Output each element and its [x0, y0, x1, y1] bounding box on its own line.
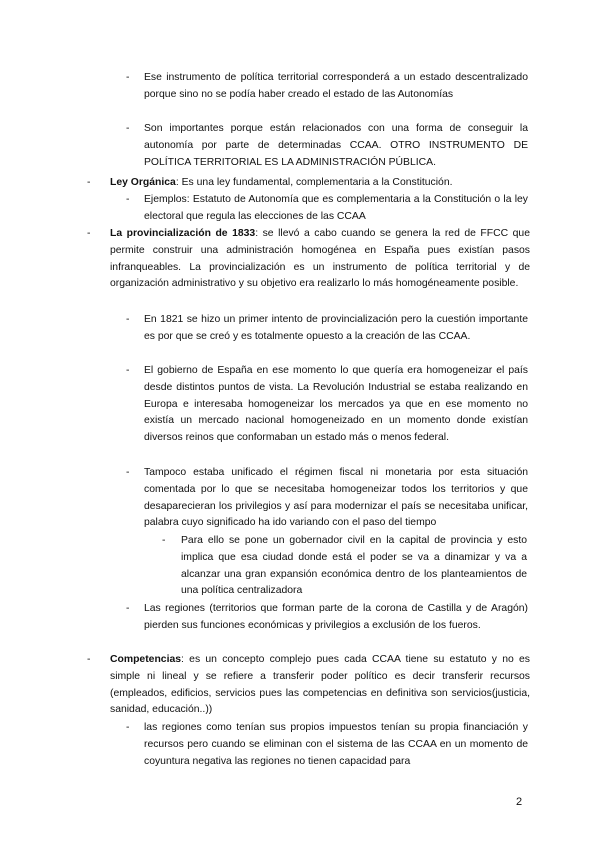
- bullet-text: Tampoco estaba unificado el régimen fiscal ni monetaria por esta situación comentada por lo que se necesitaba homogeneizar todos los territorios y que desaparecieran los privilegios y así para modernizar el país se necesitaba unificar, palabra cuyo significado ha ido variando con el paso del tiempo: [144, 467, 528, 529]
- bullet-provincializacion: [87, 226, 530, 293]
- page-number: 2: [516, 796, 523, 808]
- bullet-term: Competencias: [110, 654, 182, 665]
- bullet-dash: -: [126, 365, 130, 376]
- bullet-text: El gobierno de España en ese momento lo que quería era homogeneizar el país desde distintos puntos de vista. La Revolución Industrial se estaba realizando en Europa e interesaba homogeneizar los mercados ya que en ese momento no existía un mercado nacional homogeneizado en un momento donde existían diversos reinos que conformaban un estado más o menos federal.: [144, 365, 528, 444]
- bullet-regiones-impuestos: [126, 720, 528, 770]
- bullet-text: : se llevó a cabo cuando se genera la red de FFCC que permite construir una administración homogénea en España pues existían pasos infranqueables. La provincialización es un instrumento de política territorial y de organización administrativo y su objetivo era realizarlo lo más homogéneamente posible.: [110, 228, 530, 290]
- bullet-dash: -: [126, 467, 130, 478]
- bullet-regiones-fueros: [126, 601, 528, 635]
- bullet-1821-intento: [126, 312, 528, 346]
- bullet-dash: -: [162, 535, 166, 546]
- bullet-dash: -: [126, 72, 130, 83]
- bullet-text: Para ello se pone un gobernador civil en la capital de provincia y esto implica que esa ciudad donde está el poder se va a dinamizar y va a alcanzar una gran expansión económica dentro de los planteamientos de una política centralizadora: [181, 535, 527, 597]
- bullet-term: Ley Orgánica: [110, 177, 176, 188]
- bullet-dash: -: [87, 177, 91, 188]
- bullet-text: En 1821 se hizo un primer intento de provincialización pero la cuestión importante es por que se creó y es totalmente opuesto a la creación de las CCAA.: [144, 314, 528, 342]
- bullet-dash: -: [126, 194, 130, 205]
- bullet-dash: -: [126, 314, 130, 325]
- bullet-regimen-fiscal: [126, 465, 528, 532]
- bullet-text: Ejemplos: Estatuto de Autonomía que es complementaria a la Constitución o la ley electoral que regula las elecciones de las CCAA: [144, 194, 528, 222]
- bullet-term: La provincialización de 1833: [110, 228, 256, 239]
- bullet-dash: -: [126, 123, 130, 134]
- bullet-ejemplos-estatuto: [126, 192, 528, 226]
- bullet-text: las regiones como tenían sus propios impuestos tenían su propia financiación y recursos pero cuando se eliminan con el sistema de las CCAA en un momento de coyuntura negativa las regiones no tienen capacidad para: [144, 722, 528, 767]
- bullet-text: : Es una ley fundamental, complementaria a la Constitución.: [175, 177, 453, 188]
- bullet-instrumento-estado: [126, 70, 528, 104]
- bullet-dash: -: [126, 722, 130, 733]
- bullet-competencias: [87, 652, 530, 719]
- bullet-text: Ese instrumento de política territorial corresponderá a un estado descentralizado porque sino no se podía haber creado el estado de las Autonomías: [144, 72, 528, 100]
- bullet-ley-organica: [87, 175, 530, 192]
- bullet-text: : es un concepto complejo pues cada CCAA tiene su estatuto y no es simple ni lineal y se refiere a transferir poder político es decir transferir recursos (empleados, edificios, servicios pues las competencias en definitiva son servicios(justicia, sanidad, educación..)): [110, 654, 530, 716]
- bullet-dash: -: [87, 654, 91, 665]
- bullet-gobernador-civil: [162, 533, 527, 600]
- bullet-gobierno-espana: [126, 363, 528, 447]
- bullet-dash: -: [87, 228, 91, 239]
- bullet-text: Las regiones (territorios que forman parte de la corona de Castilla y de Aragón) pierden sus funciones económicas y privilegios a exclusión de los fueros.: [144, 603, 528, 631]
- bullet-importantes-autonomia: [126, 121, 528, 171]
- bullet-dash: -: [126, 603, 130, 614]
- bullet-text: Son importantes porque están relacionados con una forma de conseguir la autonomía por parte de determinadas CCAA. OTRO INSTRUMENTO DE POLÍTICA TERRITORIAL ES LA ADMINISTRACIÓN PÚBLICA.: [144, 123, 528, 168]
